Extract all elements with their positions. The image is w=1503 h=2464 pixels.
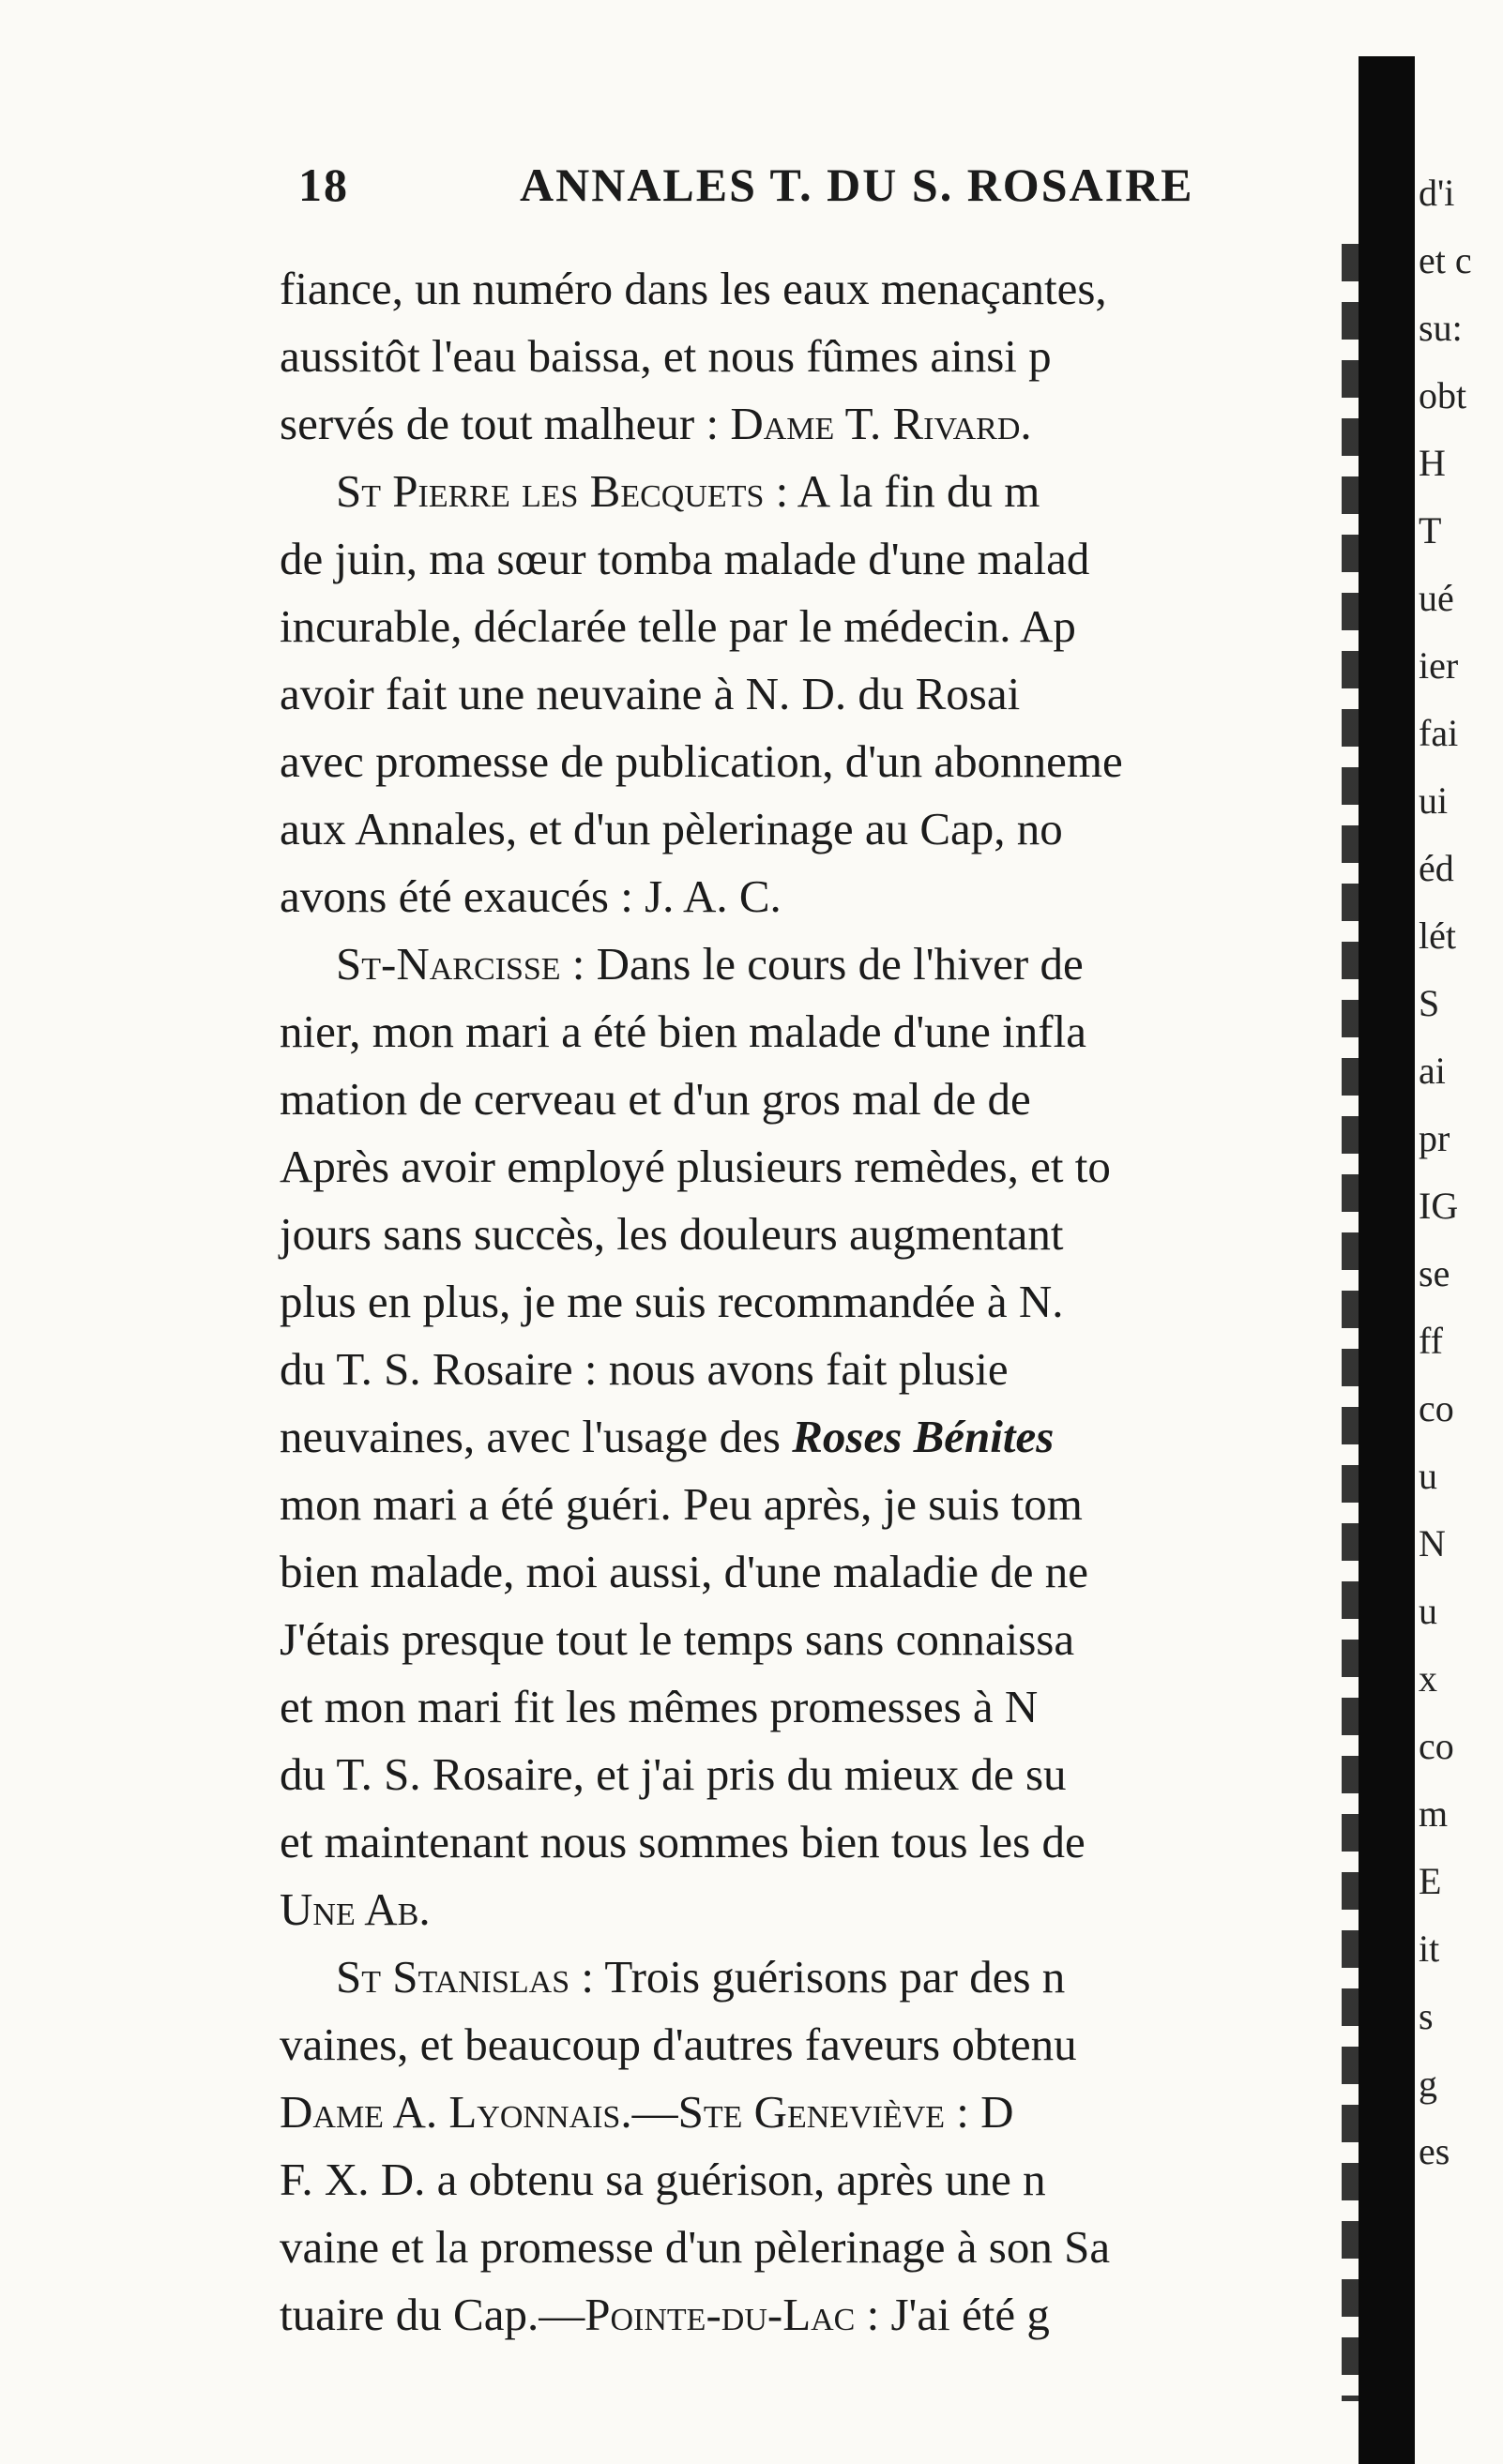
facing-fragment: d'i xyxy=(1419,172,1455,214)
text-run: aux Annales, et d'un pèlerinage au Cap, no xyxy=(280,803,1063,854)
text-line xyxy=(280,593,1377,660)
place-or-signature: St-Narcisse xyxy=(336,938,561,990)
text-run: : J'ai été g xyxy=(855,2289,1050,2340)
text-line xyxy=(280,1673,1377,1741)
binding-gutter xyxy=(1359,56,1415,2464)
text-line xyxy=(280,1403,1377,1471)
text-line xyxy=(280,660,1377,728)
text-line xyxy=(280,2011,1377,2079)
place-or-signature: Dame T. Rivard. xyxy=(730,398,1032,449)
italic-term: Roses Bénites xyxy=(792,1411,1055,1462)
text-run: : Dans le cours de l'hiver de xyxy=(560,938,1084,990)
text-run: fiance, un numéro dans les eaux menaçantes, xyxy=(280,263,1107,314)
text-run: .— xyxy=(620,2086,678,2138)
text-run: vaines, et beaucoup d'autres faveurs obtenu xyxy=(280,2018,1077,2070)
facing-fragment: ui xyxy=(1419,779,1449,822)
text-run: servés de tout malheur : xyxy=(280,398,731,449)
text-line xyxy=(280,863,1377,930)
place-or-signature: St Pierre les Becquets xyxy=(336,465,765,517)
text-line xyxy=(280,1471,1377,1538)
text-run: neuvaines, avec l'usage des xyxy=(280,1411,793,1462)
text-run: bien malade, moi aussi, d'une maladie de ne xyxy=(280,1546,1088,1597)
text-run: vaine et la promesse d'un pèlerinage à son Sa xyxy=(280,2221,1111,2273)
facing-fragment: it xyxy=(1419,1927,1440,1970)
text-line xyxy=(280,525,1377,593)
text-run: : A la fin du m xyxy=(764,465,1040,517)
text-run: J'étais presque tout le temps sans connaissa xyxy=(280,1613,1075,1665)
facing-fragment: m xyxy=(1419,1792,1449,1835)
text-line xyxy=(280,1133,1377,1201)
place-or-signature: Dame A. Lyonnais xyxy=(280,2086,621,2138)
text-run: de juin, ma sœur tomba malade d'une malad xyxy=(280,533,1090,584)
facing-fragment: ff xyxy=(1419,1320,1443,1362)
text-line xyxy=(280,728,1377,795)
facing-fragment: co xyxy=(1419,1387,1454,1429)
facing-fragment: su: xyxy=(1419,307,1463,349)
running-title: ANNALES T. DU S. ROSAIRE xyxy=(520,159,1194,211)
text-run: aussitôt l'eau baissa, et nous fûmes ainsi p xyxy=(280,330,1052,382)
facing-fragment: obt xyxy=(1419,374,1467,416)
text-line xyxy=(280,2214,1377,2281)
text-run: et maintenant nous sommes bien tous les de xyxy=(280,1816,1086,1867)
text-run: tuaire du Cap.— xyxy=(280,2289,585,2340)
text-run: : D xyxy=(945,2086,1014,2138)
text-line xyxy=(280,2281,1377,2349)
text-line xyxy=(280,458,1377,525)
facing-page-fragments xyxy=(1419,159,1503,2185)
text-run: du T. S. Rosaire : nous avons fait plusie xyxy=(280,1343,1009,1395)
facing-fragment: x xyxy=(1419,1657,1437,1700)
facing-fragment: es xyxy=(1419,2130,1450,2172)
text-line xyxy=(280,1066,1377,1133)
facing-fragment: et c xyxy=(1419,239,1472,281)
text-line xyxy=(280,1741,1377,1808)
place-or-signature: Ste Geneviève xyxy=(677,2086,946,2138)
facing-fragment: ier xyxy=(1419,644,1459,687)
facing-fragment: pr xyxy=(1419,1117,1450,1159)
text-run: avec promesse de publication, d'un abonneme xyxy=(280,735,1123,787)
text-run: F. X. D. a obtenu sa guérison, après une n xyxy=(280,2154,1046,2205)
facing-fragment: IG xyxy=(1419,1185,1459,1227)
facing-fragment: se xyxy=(1419,1252,1450,1294)
facing-fragment: T xyxy=(1419,509,1442,552)
facing-fragment: fai xyxy=(1419,712,1459,754)
text-line xyxy=(280,323,1377,390)
text-line xyxy=(280,1876,1377,1943)
body-text xyxy=(280,255,1377,2349)
text-line xyxy=(280,255,1377,323)
facing-fragment: ai xyxy=(1419,1050,1446,1092)
text-run: avons été exaucés : J. A. C. xyxy=(280,870,782,922)
facing-fragment: éd xyxy=(1419,847,1454,889)
text-line xyxy=(280,930,1377,998)
text-line xyxy=(280,795,1377,863)
text-run: nier, mon mari a été bien malade d'une infla xyxy=(280,1005,1086,1057)
page-header xyxy=(298,158,1330,223)
text-run: mation de cerveau et d'un gros mal de de xyxy=(280,1073,1031,1125)
facing-fragment: ué xyxy=(1419,577,1454,619)
page-number: 18 xyxy=(298,159,349,211)
facing-fragment: S xyxy=(1419,982,1440,1024)
text-line xyxy=(280,390,1377,458)
text-run: et mon mari fit les mêmes promesses à N xyxy=(280,1681,1039,1732)
text-run: jours sans succès, les douleurs augmentant xyxy=(280,1208,1064,1260)
place-or-signature: St Stanislas xyxy=(336,1951,570,2003)
text-run: plus en plus, je me suis recommandée à N. xyxy=(280,1276,1064,1327)
text-run: avoir fait une neuvaine à N. D. du Rosai xyxy=(280,668,1021,719)
facing-fragment: E xyxy=(1419,1860,1442,1902)
text-line xyxy=(280,1808,1377,1876)
text-run: mon mari a été guéri. Peu après, je suis tom xyxy=(280,1478,1083,1530)
text-line xyxy=(280,2146,1377,2214)
text-line xyxy=(280,1606,1377,1673)
facing-fragment: lét xyxy=(1419,915,1456,957)
facing-fragment: u xyxy=(1419,1590,1437,1632)
place-or-signature: Pointe-du-Lac xyxy=(584,2289,856,2340)
place-or-signature: Une Ab. xyxy=(280,1883,431,1935)
facing-fragment: H xyxy=(1419,442,1446,484)
text-line xyxy=(280,1943,1377,2011)
text-line xyxy=(280,2079,1377,2146)
facing-fragment: N xyxy=(1419,1522,1446,1565)
text-line xyxy=(280,1336,1377,1403)
text-line xyxy=(280,1268,1377,1336)
facing-fragment: s xyxy=(1419,1995,1434,2037)
text-run: incurable, déclarée telle par le médecin. Ap xyxy=(280,600,1076,652)
text-line xyxy=(280,1201,1377,1268)
text-run: du T. S. Rosaire, et j'ai pris du mieux de su xyxy=(280,1748,1067,1800)
text-run: Après avoir employé plusieurs remèdes, et to xyxy=(280,1141,1111,1192)
text-line xyxy=(280,1538,1377,1606)
facing-fragment: co xyxy=(1419,1725,1454,1767)
text-line xyxy=(280,998,1377,1066)
facing-fragment: u xyxy=(1419,1455,1437,1497)
facing-fragment: g xyxy=(1419,2063,1437,2105)
text-run: : Trois guérisons par des n xyxy=(569,1951,1066,2003)
